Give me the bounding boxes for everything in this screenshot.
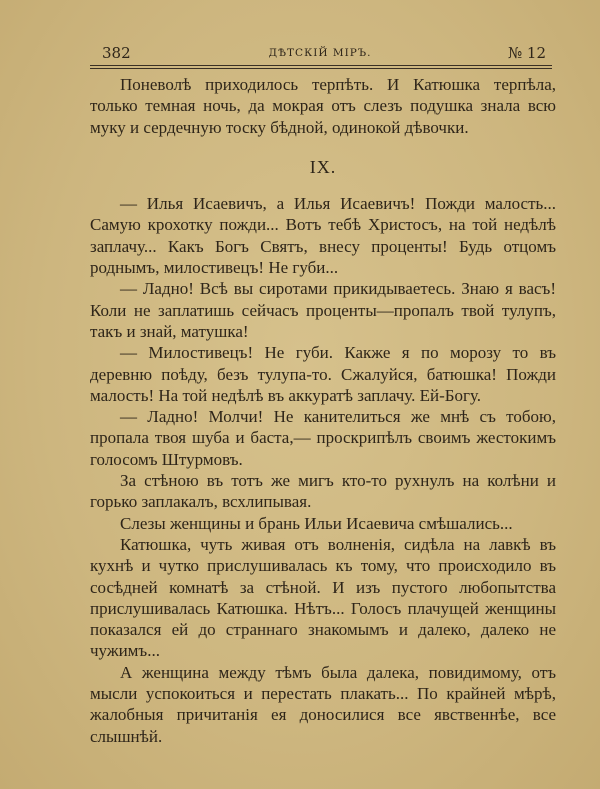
body-text: [90, 74, 556, 747]
journal-title: ДѢТСКІЙ МІРЪ.: [268, 47, 372, 59]
paragraph: — Илья Исаевичъ, а Илья Исаевичъ! Пожди малость... Самую крохотку пожди... Вотъ тебѣ Христосъ, на той недѣлѣ заплачу... Какъ Богъ Святъ, внесу проценты! Будь отцомъ роднымъ, милостивецъ! Не губи...: [90, 194, 556, 278]
page-number: 382: [102, 44, 131, 62]
header-rule: [90, 65, 552, 66]
running-header: [88, 42, 552, 64]
header-rule-second: [90, 68, 552, 69]
paragraph: А женщина между тѣмъ была далека, повидимому, отъ мысли успокоиться и перестать плакать... По крайней мѣрѣ, жалобныя причитанія ея доносилися все явственнѣе, все слышнѣй.: [90, 662, 556, 746]
paragraph: — Ладно! Всѣ вы сиротами прикидываетесь. Знаю я васъ! Коли не заплатишь сейчасъ проценты—пропалъ твой тулупъ, такъ и знай, матушка!: [90, 279, 556, 341]
paragraph: — Милостивецъ! Не губи. Какже я по морозу то въ деревню поѣду, безъ тулупа-то. Сжалуйся, батюшка! Пожди малость! На той недѣлѣ въ аккуратѣ заплачу. Ей-Богу.: [90, 343, 556, 405]
paragraph: За стѣною въ тотъ же мигъ кто-то рухнулъ на колѣни и горько заплакалъ, всхлипывая.: [90, 471, 556, 512]
paragraph: Слезы женщины и брань Ильи Исаевича смѣшались...: [120, 513, 513, 533]
paragraph: Катюшка, чуть живая отъ волненія, сидѣла на лавкѣ въ кухнѣ и чутко прислушивалась къ тому, что происходило въ сосѣдней комнатѣ за стѣной. И изъ пустого любопытства прислушивалась Катюшка. Нѣтъ... Голосъ плачущей женщины показался ей до страннаго знакомымъ и далеко, далеко не чужимъ...: [90, 534, 556, 661]
chapter-heading: IX.: [309, 156, 337, 177]
issue-number: № 12: [507, 44, 546, 62]
paragraph: — Ладно! Молчи! Не канителиться же мнѣ съ тобою, пропала твоя шуба и баста,— проскрипѣлъ своимъ жестокимъ голосомъ Штурмовъ.: [90, 407, 556, 469]
paragraph: Поневолѣ приходилось терпѣть. И Катюшка терпѣла, только темная ночь, да мокрая отъ слезъ подушка знала всю муку и сердечную тоску бѣдной, одинокой дѣвочки.: [90, 75, 556, 137]
